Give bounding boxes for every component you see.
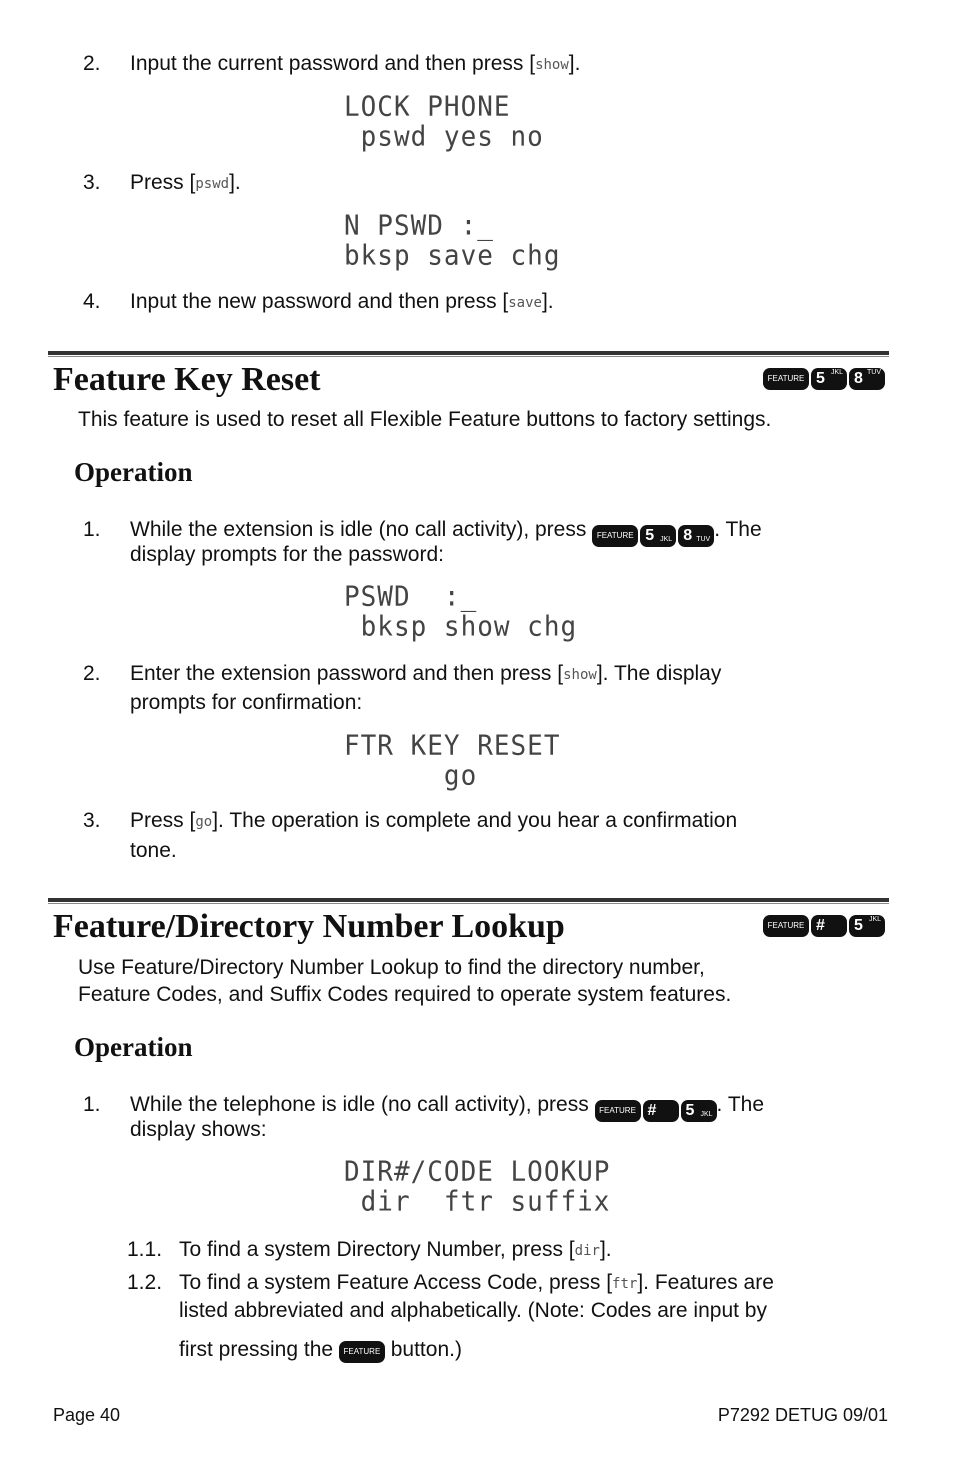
document-id: P7292 DETUG 09/01 (717, 1405, 888, 1425)
feature-key-icon: FEATURE (595, 1100, 641, 1122)
subsection-heading: Operation (74, 1032, 193, 1062)
lcd-line: FTR KEY RESET (344, 730, 561, 762)
lcd-line: LOCK PHONE (344, 91, 511, 123)
step-number: 3. (83, 809, 101, 832)
substep-number: 1.1. (127, 1238, 163, 1261)
key-sequence (763, 913, 885, 937)
section-divider (48, 898, 889, 904)
step-number: 1. (83, 518, 101, 541)
key-5-icon: 5 $_{JKL}$ (640, 525, 676, 547)
feature-key-icon: FEATURE (339, 1341, 385, 1363)
step-text: While the extension is idle (no call activity), press FEATURE 5 $_{JKL}$ 8 $_{TUV}$ . The (130, 516, 890, 547)
section-intro: Use Feature/Directory Number Lookup to find the directory number, (78, 956, 705, 979)
substep-text-cont: listed abbreviated and alphabetically. (Note: Codes are input by (179, 1299, 767, 1322)
step-number: 1. (83, 1093, 101, 1116)
step-number: 2. (83, 52, 101, 75)
substep-text-cont: first pressing the FEATURE button.) (179, 1338, 462, 1361)
key-hash-icon: # (643, 1100, 679, 1122)
section-intro: This feature is used to reset all Flexible Feature buttons to factory settings. (78, 408, 772, 431)
step-text-cont: display prompts for the password: (130, 543, 444, 566)
step-text-cont: display shows: (130, 1118, 267, 1141)
softkey-dir: dir (574, 1243, 600, 1259)
page-number: Page 40 (53, 1405, 121, 1425)
section-title: Feature Key Reset (53, 361, 321, 398)
step-text: While the telephone is idle (no call activity), press FEATURE # 5 $_{JKL}$ . The (130, 1091, 890, 1122)
step-number: 3. (83, 171, 101, 194)
step-text-cont: prompts for confirmation: (130, 691, 363, 714)
lcd-line: PSWD :_ (344, 581, 478, 613)
subsection-heading: Operation (74, 457, 193, 487)
softkey-save: save (508, 295, 542, 311)
step-text: Input the current password and then press [show]. (130, 52, 581, 75)
section-title: Feature/Directory Number Lookup (53, 908, 565, 945)
step-text: Press [pswd]. (130, 171, 241, 194)
key-5-icon: 5 $^{JKL}$ (811, 368, 847, 390)
step-text: Input the new password and then press [save]. (130, 290, 554, 313)
key-5-icon: 5 $^{JKL}$ (849, 915, 885, 937)
feature-key-icon: FEATURE (763, 368, 809, 390)
step-text: Press [go]. The operation is complete and you hear a confirmation (130, 809, 738, 832)
key-8-icon: 8 $^{TUV}$ (849, 368, 885, 390)
key-sequence (763, 366, 885, 390)
step-number: 4. (83, 290, 101, 313)
step-text: Enter the extension password and then press [show]. The display (130, 662, 722, 685)
step-text-cont: tone. (130, 839, 177, 862)
lcd-line: pswd yes no (344, 121, 544, 153)
lcd-line: bksp show chg (344, 611, 578, 643)
step-number: 2. (83, 662, 101, 685)
softkey-go: go (195, 814, 213, 830)
lcd-line: N PSWD :_ (344, 210, 494, 242)
key-hash-icon: # (811, 915, 847, 937)
lcd-line: go (344, 760, 478, 792)
substep-text: To find a system Feature Access Code, press [ftr]. Features are (179, 1271, 774, 1294)
key-8-icon: 8 $_{TUV}$ (678, 525, 714, 547)
softkey-pswd: pswd (195, 176, 230, 192)
softkey-show: show (535, 57, 569, 73)
substep-number: 1.2. (127, 1271, 163, 1294)
softkey-ftr: ftr (612, 1276, 638, 1292)
lcd-line: dir ftr suffix (344, 1186, 611, 1218)
key-5-icon: 5 $_{JKL}$ (681, 1100, 717, 1122)
feature-key-icon: FEATURE (763, 915, 809, 937)
substep-text: To find a system Directory Number, press [dir]. (179, 1238, 612, 1261)
softkey-show: show (563, 667, 597, 683)
section-intro: Feature Codes, and Suffix Codes required to operate system features. (78, 983, 732, 1006)
section-divider (48, 351, 889, 357)
lcd-line: DIR#/CODE LOOKUP (344, 1156, 611, 1188)
lcd-line: bksp save chg (344, 240, 561, 272)
feature-key-icon: FEATURE (592, 525, 638, 547)
